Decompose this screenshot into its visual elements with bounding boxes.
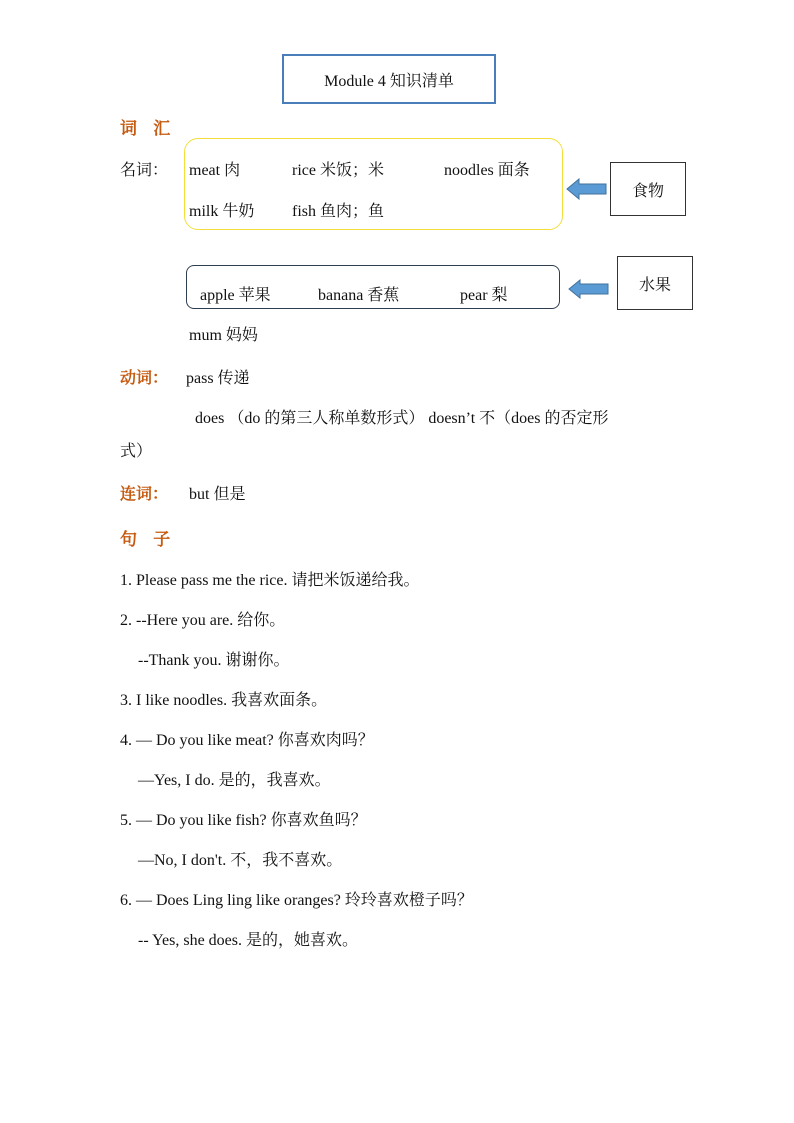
sentence-line: —No, I don't. 不，我不喜欢。 [138,852,343,869]
sentence-line: 5. — Do you like fish? 你喜欢鱼吗？ [120,812,367,829]
noun-meat: meat 肉 [189,162,241,179]
verbs-label: 动词： [120,370,169,387]
sentence-line: 6. — Does Ling ling like oranges? 玲玲喜欢橙子吗？ [120,892,473,909]
page-title-text: Module 4 知识清单 [324,72,454,90]
noun-milk: milk 牛奶 [189,203,255,220]
noun-rice: rice 米饭；米 [292,162,384,179]
noun-mum: mum 妈妈 [189,327,258,344]
sentences-heading: 句 子 [120,530,177,549]
sentence-line: --Thank you. 谢谢你。 [138,652,290,669]
arrow-left-icon [568,279,610,299]
fruit-tag [617,256,693,310]
fruit-tag-label: 水果 [638,274,671,294]
conjunctions-label: 连词： [120,486,169,503]
conjunction-but: but 但是 [189,486,246,503]
verb-does: does （do 的第三人称单数形式） doesn’t 不（does 的否定形 [195,410,609,427]
noun-apple: apple 苹果 [200,287,271,304]
noun-pear: pear 梨 [460,287,508,304]
sentence-line: 1. Please pass me the rice. 请把米饭递给我。 [120,572,420,589]
sentence-line: -- Yes, she does. 是的，她喜欢。 [138,932,359,949]
sentence-line: —Yes, I do. 是的，我喜欢。 [138,772,331,789]
food-tag [610,162,686,216]
noun-fish: fish 鱼肉；鱼 [292,203,385,220]
sentence-line: 2. --Here you are. 给你。 [120,612,286,629]
page-title [282,54,496,104]
vocab-heading: 词 汇 [120,119,177,138]
food-tag-label: 食物 [631,180,664,200]
nouns-label: 名词： [120,162,169,179]
sentence-line: 4. — Do you like meat? 你喜欢肉吗？ [120,732,374,749]
arrow-left-icon [566,178,608,200]
sentence-line: 3. I like noodles. 我喜欢面条。 [120,692,328,709]
noun-noodles: noodles 面条 [444,162,530,179]
verb-pass: pass 传递 [186,370,250,387]
verb-does-cont: 式） [120,443,153,460]
noun-banana: banana 香蕉 [318,287,400,304]
